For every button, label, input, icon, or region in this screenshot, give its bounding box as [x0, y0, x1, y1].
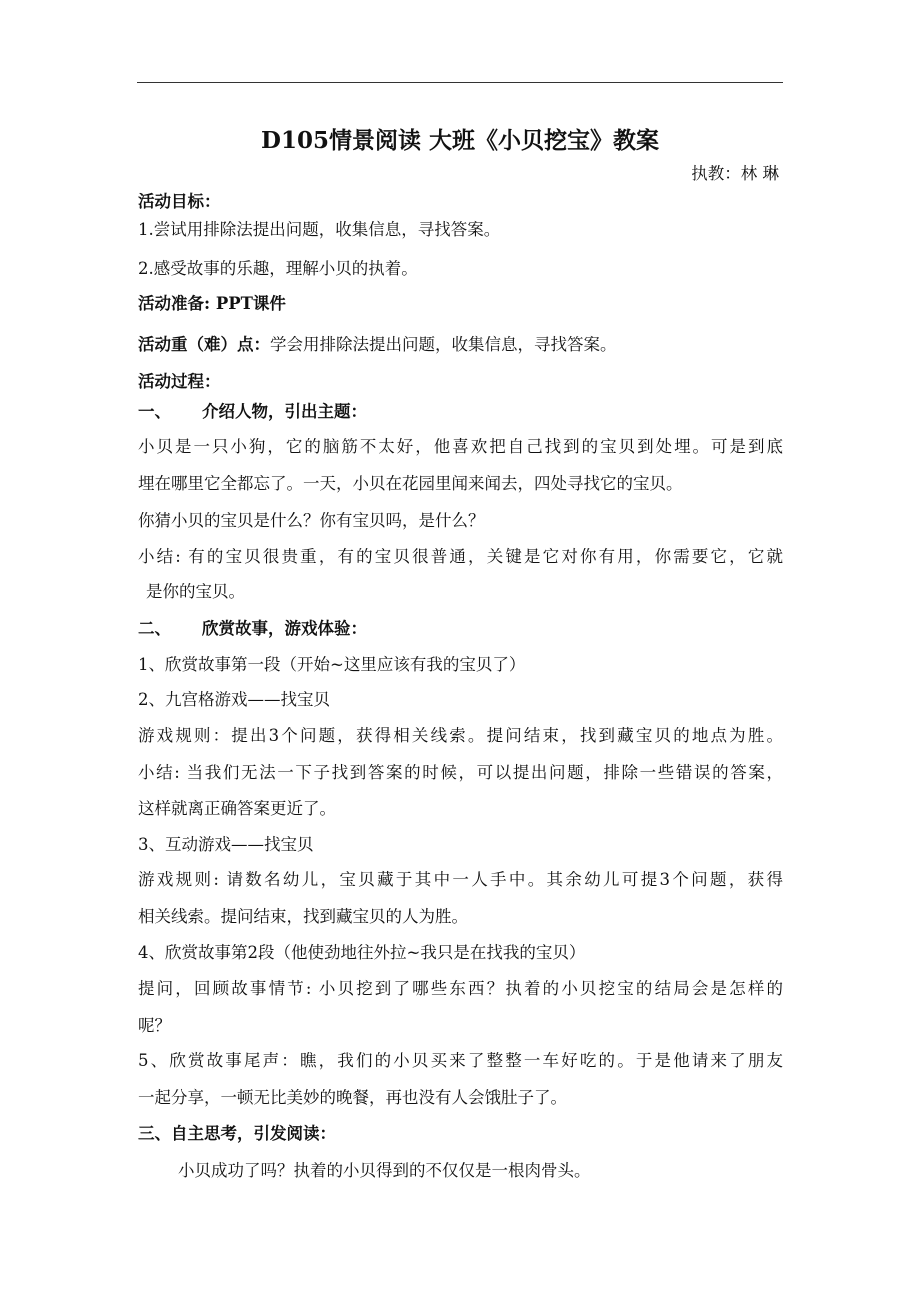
- header-rule: [137, 82, 783, 83]
- section-2-question-line-1: 提问，回顾故事情节: 小贝挖到了哪些东西？执着的小贝挖宝的结局会是怎样的: [138, 979, 783, 998]
- section-2-item-4: 4、欣赏故事第2段（他使劲地往外拉~我只是在找我的宝贝）: [138, 943, 586, 962]
- section-2-rule-1: 游戏规则：提出3个问题，获得相关线索。提问结束，找到藏宝贝的地点为胜。: [138, 726, 783, 745]
- section-2-item-5-line-1: 5、欣赏故事尾声：瞧，我们的小贝买来了整整一车好吃的。于是他请来了朋友: [138, 1051, 783, 1070]
- section-1-summary-line-2: 是你的宝贝。: [146, 582, 245, 601]
- section-2-item-3: 3、互动游戏——找宝贝: [138, 835, 314, 854]
- section-2-question-line-2: 呢？: [138, 1016, 171, 1035]
- prep-line: 活动准备: PPT课件: [138, 294, 286, 313]
- key-point-text: 学会用排除法提出问题，收集信息，寻找答案。: [270, 335, 617, 354]
- section-2-number: 二、: [138, 619, 171, 638]
- section-2-item-1: 1、欣赏故事第一段（开始~这里应该有我的宝贝了）: [138, 655, 526, 674]
- section-1-heading: [138, 398, 783, 422]
- section-1-number: 一、: [138, 402, 171, 421]
- section-2-rule-2-line-2: 相关线索。提问结束，找到藏宝贝的人为胜。: [138, 907, 468, 926]
- section-1-para-line-2: 埋在哪里它全都忘了。一天，小贝在花园里闻来闻去，四处寻找它的宝贝。: [138, 474, 683, 493]
- section-1-question: 你猜小贝的宝贝是什么？你有宝贝吗，是什么？: [138, 511, 485, 530]
- section-2-title: 欣赏故事，游戏体验：: [202, 619, 367, 638]
- section-1-title: 介绍人物，引出主题：: [202, 402, 367, 421]
- section-2-item-5-line-2: 一起分享，一顿无比美妙的晚餐，再也没有人会饿肚子了。: [138, 1088, 567, 1107]
- section-2-rule-2-line-1: 游戏规则: 请数名幼儿，宝贝藏于其中一人手中。其余幼儿可提3个问题，获得: [138, 870, 783, 889]
- section-2-item-2: 2、九宫格游戏——找宝贝: [138, 690, 330, 709]
- goal-1: 1.尝试用排除法提出问题，收集信息，寻找答案。: [138, 220, 501, 239]
- section-1-para-line-1: 小贝是一只小狗，它的脑筋不太好，他喜欢把自己找到的宝贝到处埋。可是到底: [138, 437, 783, 456]
- key-point-label: 活动重（难）点：: [138, 335, 270, 354]
- section-3-heading: 三、自主思考，引发阅读：: [138, 1124, 336, 1143]
- page-title: D105情景阅读 大班《小贝挖宝》教案: [261, 127, 659, 154]
- section-2-summary-line-2: 这样就离正确答案更近了。: [138, 799, 336, 818]
- goals-heading: 活动目标：: [138, 192, 221, 211]
- key-point-line: [138, 331, 783, 355]
- goal-2: 2.感受故事的乐趣，理解小贝的执着。: [138, 259, 418, 278]
- process-heading: 活动过程：: [138, 372, 221, 391]
- author-line: 执教：林 琳: [691, 164, 779, 183]
- section-2-heading: [138, 615, 783, 639]
- section-3-paragraph: 小贝成功了吗？执着的小贝得到的不仅仅是一根肉骨头。: [178, 1161, 591, 1180]
- section-2-summary-line-1: 小结: 当我们无法一下子找到答案的时候，可以提出问题，排除一些错误的答案，: [138, 763, 783, 782]
- section-1-summary-line-1: 小结: 有的宝贝很贵重，有的宝贝很普通，关键是它对你有用，你需要它，它就: [138, 547, 783, 566]
